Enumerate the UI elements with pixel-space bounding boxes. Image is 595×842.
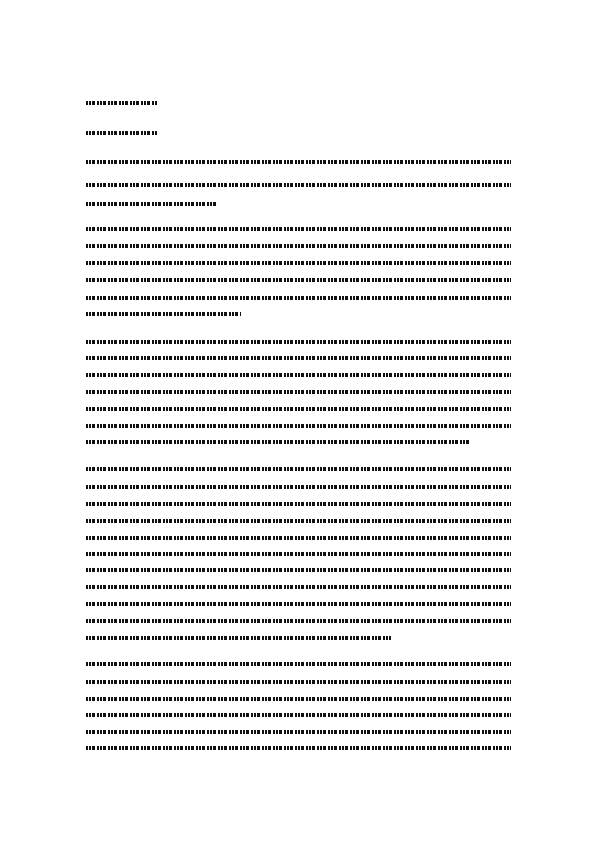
paragraph-line [86,619,511,623]
paragraph-line [86,407,511,411]
paragraph-line [86,568,511,572]
heading-line-2 [86,131,158,135]
paragraph-line [86,502,511,506]
paragraph-line [86,183,511,187]
paragraph-line [86,552,511,556]
paragraph-line [86,536,511,540]
paragraph-line [86,485,511,489]
paragraph-line [86,602,511,606]
paragraph-line [86,390,511,394]
paragraph-line [86,202,216,206]
paragraph-line [86,424,511,428]
heading-line-1 [86,101,158,105]
paragraph-line [86,467,511,471]
paragraph-line [86,296,511,300]
paragraph-line [86,261,511,265]
paragraph-line [86,340,511,344]
paragraph-line [86,697,511,701]
paragraph-line [86,746,511,750]
paragraph-line [86,227,511,231]
paragraph-line [86,519,511,523]
paragraph-line [86,278,511,282]
paragraph-line [86,440,471,444]
paragraph-line [86,356,511,360]
paragraph-line [86,680,511,684]
paragraph-line [86,662,511,666]
paragraph-line [86,730,511,734]
paragraph-line [86,713,511,717]
paragraph-line [86,160,511,164]
paragraph-line [86,244,511,248]
paragraph-line [86,373,511,377]
paragraph-line [86,312,241,316]
paragraph-line [86,585,511,589]
paragraph-line [86,636,391,640]
